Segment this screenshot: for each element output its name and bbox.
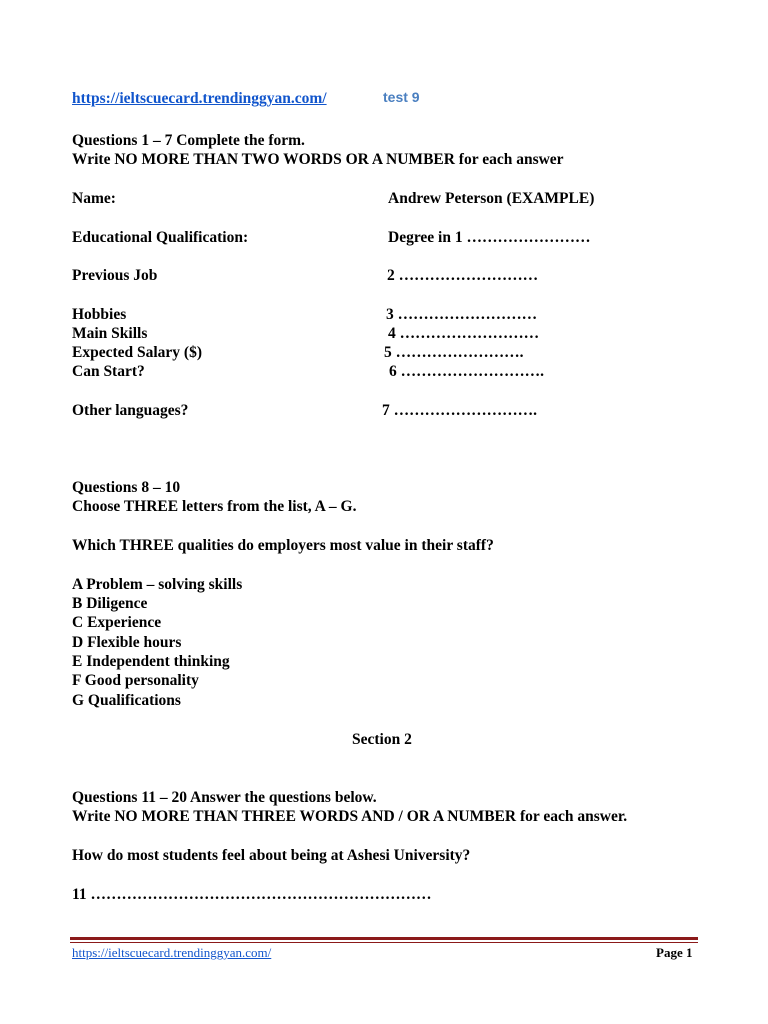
form-value-education: Degree in 1 …………………… [388, 229, 591, 246]
form-value-can-start: 6 ………………………. [389, 363, 544, 380]
header-link[interactable]: https://ieltscuecard.trendinggyan.com/ [72, 90, 327, 107]
option-item: B Diligence [72, 595, 148, 612]
test-label: test 9 [383, 89, 420, 105]
q11-20-instruction: Write NO MORE THAN THREE WORDS AND / OR A NUMBER for each answer. [72, 808, 628, 825]
q8-10-question: Which THREE qualities do employers most value in their staff? [72, 537, 494, 554]
form-value-salary: 5 ……………………. [384, 344, 524, 361]
form-label-can-start: Can Start? [72, 363, 145, 380]
q1-7-title: Questions 1 – 7 Complete the form. [72, 132, 305, 149]
section-2-heading: Section 2 [352, 731, 412, 748]
form-value-previous-job: 2 ……………………… [387, 267, 539, 284]
option-item: C Experience [72, 614, 162, 631]
option-item: F Good personality [72, 672, 199, 689]
form-value-languages: 7 ………………………. [382, 402, 537, 419]
footer-rule-thick [70, 937, 698, 940]
answer-11-line: 11 ………………………………………………………… [72, 886, 432, 903]
q11-question: How do most students feel about being at Ashesi University? [72, 847, 471, 864]
page-number: Page 1 [656, 945, 693, 960]
form-value-name: Andrew Peterson (EXAMPLE) [388, 190, 595, 207]
form-label-languages: Other languages? [72, 402, 189, 419]
option-item: D Flexible hours [72, 634, 182, 651]
form-label-hobbies: Hobbies [72, 306, 127, 323]
form-label-education: Educational Qualification: [72, 229, 249, 246]
option-item: A Problem – solving skills [72, 576, 243, 593]
form-label-salary: Expected Salary ($) [72, 344, 203, 361]
footer-rule-thin [70, 942, 698, 943]
form-label-previous-job: Previous Job [72, 267, 158, 284]
footer-link[interactable]: https://ieltscuecard.trendinggyan.com/ [72, 945, 272, 960]
q11-20-title: Questions 11 – 20 Answer the questions below. [72, 789, 377, 806]
form-value-main-skills: 4 ……………………… [388, 325, 540, 342]
form-value-hobbies: 3 ……………………… [386, 306, 538, 323]
q8-10-instruction: Choose THREE letters from the list, A – G. [72, 498, 357, 515]
option-item: G Qualifications [72, 692, 181, 709]
option-item: E Independent thinking [72, 653, 230, 670]
form-label-main-skills: Main Skills [72, 325, 148, 342]
q8-10-title: Questions 8 – 10 [72, 479, 181, 496]
form-label-name: Name: [72, 190, 116, 207]
q1-7-instruction: Write NO MORE THAN TWO WORDS OR A NUMBER for each answer [72, 151, 564, 168]
